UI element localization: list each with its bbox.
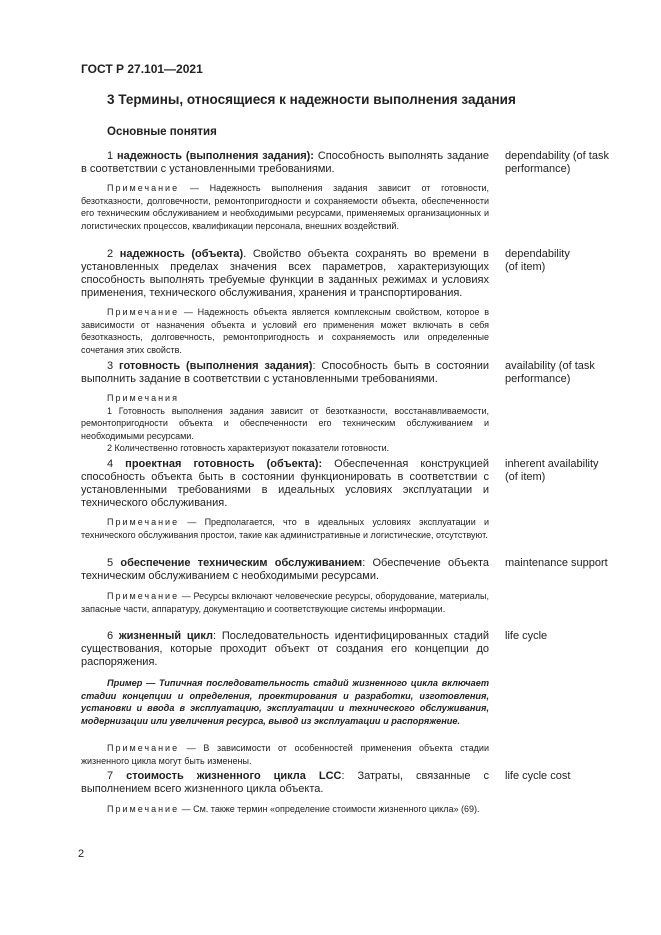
term-1-note: Примечание — Надежность выполнения задания зависит от готовности, безотказности, долговечности, ремонтопригодности и сохраняемости объекта, обеспеченности его техническим обслуживанием и необходимыми ресурсами, применяемых организационных и логистических процессов, квалификации персонала, внешних воздействий. xyxy=(81,183,489,231)
term-6-note: Примечание — В зависимости от особенностей применения объекта стадии жизненного цикла могут быть изменены. xyxy=(81,743,489,766)
document-header: ГОСТ Р 27.101—2021 xyxy=(81,62,203,76)
term-6-example: Пример — Типичная последовательность стадий жизненного цикла включает стадии концепции и определения, проектирования и разработки, изготовления, установки и ввода в эксплуатацию, эксплуатации и технического обслуживания, модернизации или увеличения ресурса, вывод из эксплуатации и распоряжение. xyxy=(81,678,489,726)
term-4-english: inherent availability (of item) xyxy=(505,458,599,483)
section-title: 3 Термины, относящиеся к надежности выполнения задания xyxy=(107,92,516,107)
term-1-english: dependability (of task performance) xyxy=(505,150,609,175)
term-number: 1 xyxy=(107,150,114,162)
term-7-note: Примечание — См. также термин «определение стоимости жизненного цикла» (69). xyxy=(107,804,480,814)
term-2-note: Примечание — Надежность объекта является комплексным свойством, которое в зависимости от назначения объекта и условий его применения может включать в себя безотказность, долговечность, ремонтопригодность и сохраняемость или определенные сочетания этих свойств. xyxy=(81,307,489,355)
term-3-english: availability (of task performance) xyxy=(505,360,595,385)
term-name: надежность (выполнения задания): xyxy=(117,150,314,162)
term-7: 7 стоимость жизненного цикла LCC: Затраты, связанные с выполнением всего жизненного цикла объекта. xyxy=(81,770,489,795)
term-3-notes: Примечания 1 Готовность выполнения задания зависит от безотказности, восстанавливаемости, ремонтопригодности объекта и обеспеченности его техническим обслуживанием и необходимыми ресурсами. 2 Количественно готовность характеризуют показатели готовности. xyxy=(81,393,489,453)
term-5: 5 обеспечение техническим обслуживанием: Обеспечение объекта техническим обслуживанием с необходимыми ресурсами. xyxy=(81,557,490,582)
term-7-english: life cycle cost xyxy=(505,770,571,782)
term-6: 6 жизненный цикл: Последовательность идентифицированных стадий существования, которые проходит объект от создания его концепции до распоряжения. xyxy=(81,630,489,668)
subsection-title: Основные понятия xyxy=(107,126,217,138)
term-2-english: dependability (of item) xyxy=(505,248,570,273)
term-6-english: life cycle xyxy=(505,630,548,642)
term-4: 4 проектная готовность (объекта): Обеспеченная конструкцией способность объекта быть в состоянии функционировать в соответствии с установленными требованиями в идеальных условиях эксплуатации и технического обслуживания. xyxy=(81,458,490,509)
term-definition: Способность выполнять задание в соответствии с установленными требованиями. xyxy=(81,150,489,175)
term-3: 3 готовность (выполнения задания): Способность быть в состоянии выполнить задание в соответствии с установленными требованиями. xyxy=(81,360,490,385)
page-number: 2 xyxy=(78,848,85,860)
term-2: 2 надежность (объекта). Свойство объекта сохранять во времени в установленных пределах значения всех параметров, характеризующих способность выполнять требуемые функции в заданных режимах и условиях применения, технического обслуживания, хранения и транспортирования. xyxy=(81,248,489,299)
term-5-english: maintenance support xyxy=(505,557,608,569)
term-1 xyxy=(81,150,489,176)
term-5-note: Примечание — Ресурсы включают человеческие ресурсы, оборудование, материалы, запасные части, аппаратуру, документацию и соответствующие системы информации. xyxy=(81,591,489,614)
term-4-note: Примечание — Предполагается, что в идеальных условиях эксплуатации и технического обслуживания простои, такие как административные и логистические, отсутствуют. xyxy=(81,517,489,540)
